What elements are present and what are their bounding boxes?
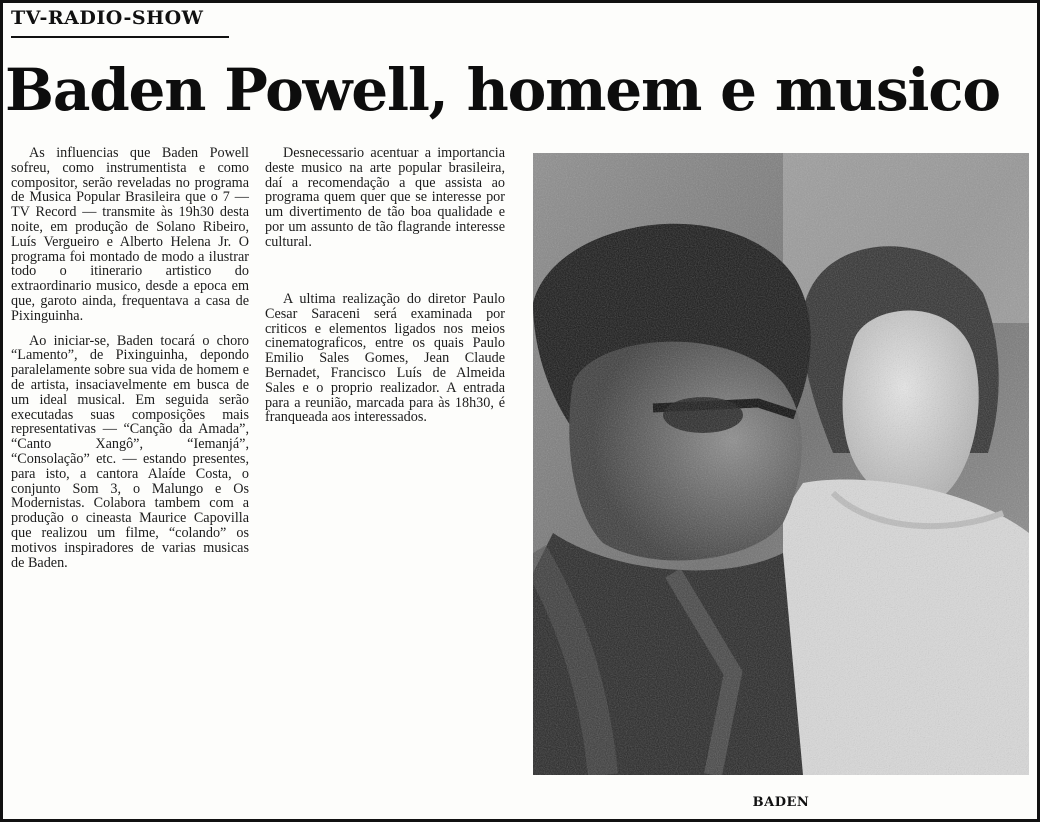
paragraph: Desnecessario acentuar a importancia deste musico na arte popular brasileira, daí a recomendação a que assista ao programa quem quer que se interesse por um divertimento de tão boa qualidade e por um assunto de tão flagrande interesse cultural.: [265, 145, 505, 250]
article-column-1: [11, 146, 249, 570]
paragraph: Ao iniciar-se, Baden tocará o choro “Lamento”, de Pixinguinha, depondo paralelamente sobre sua vida de homem e de artista, insaciavelmente em busca de um ideal musical. Em seguida serão executadas suas composições mais representativas — “Canção da Amada”, “Canto Xangô”, “Iemanjá”, “Consolação” etc. — estando presentes, para isto, a cantora Alaíde Costa, o conjunto Som 3, o Malungo e Os Modernistas. Colabora tambem com a produção o cineasta Maurice Capovilla que realizou um filme, “colando” os motivos inspiradores de varias musicas de Baden.: [11, 332, 249, 571]
paragraph: A ultima realização do diretor Paulo Cesar Saraceni será examinada por criticos e elementos ligados nos meios cinematograficos, entre os quais Paulo Emilio Sales Gomes, Jean Claude Bernadet, Francisco Luís de Almeida Sales e o proprio realizador. A entrada para a reunião, marcada para às 18h30, é franqueada aos interessados.: [265, 291, 505, 426]
paragraph: As influencias que Baden Powell sofreu, como instrumentista e como compositor, serão reveladas no programa de Musica Popular Brasileira que o 7 — TV Record — transmite às 19h30 desta noite, em produção de Solano Ribeiro, Luís Vergueiro e Alberto Helena Jr. O programa foi montado de modo a ilustrar todo o itinerario artistico do extraordinario musico, desde a epoca em que, garoto ainda, frequentava a casa de Pixinguinha.: [11, 145, 249, 324]
headline: Baden Powell, homem e musico: [5, 56, 1000, 124]
section-underline: [11, 36, 229, 38]
photo-baden: [533, 153, 1029, 775]
article-column-3: [265, 292, 505, 425]
section-tag: TV-RADIO-SHOW: [11, 7, 204, 29]
photo-caption: BADEN: [752, 795, 810, 810]
article-column-2: [265, 146, 505, 250]
photo-halftone: [533, 153, 1029, 775]
